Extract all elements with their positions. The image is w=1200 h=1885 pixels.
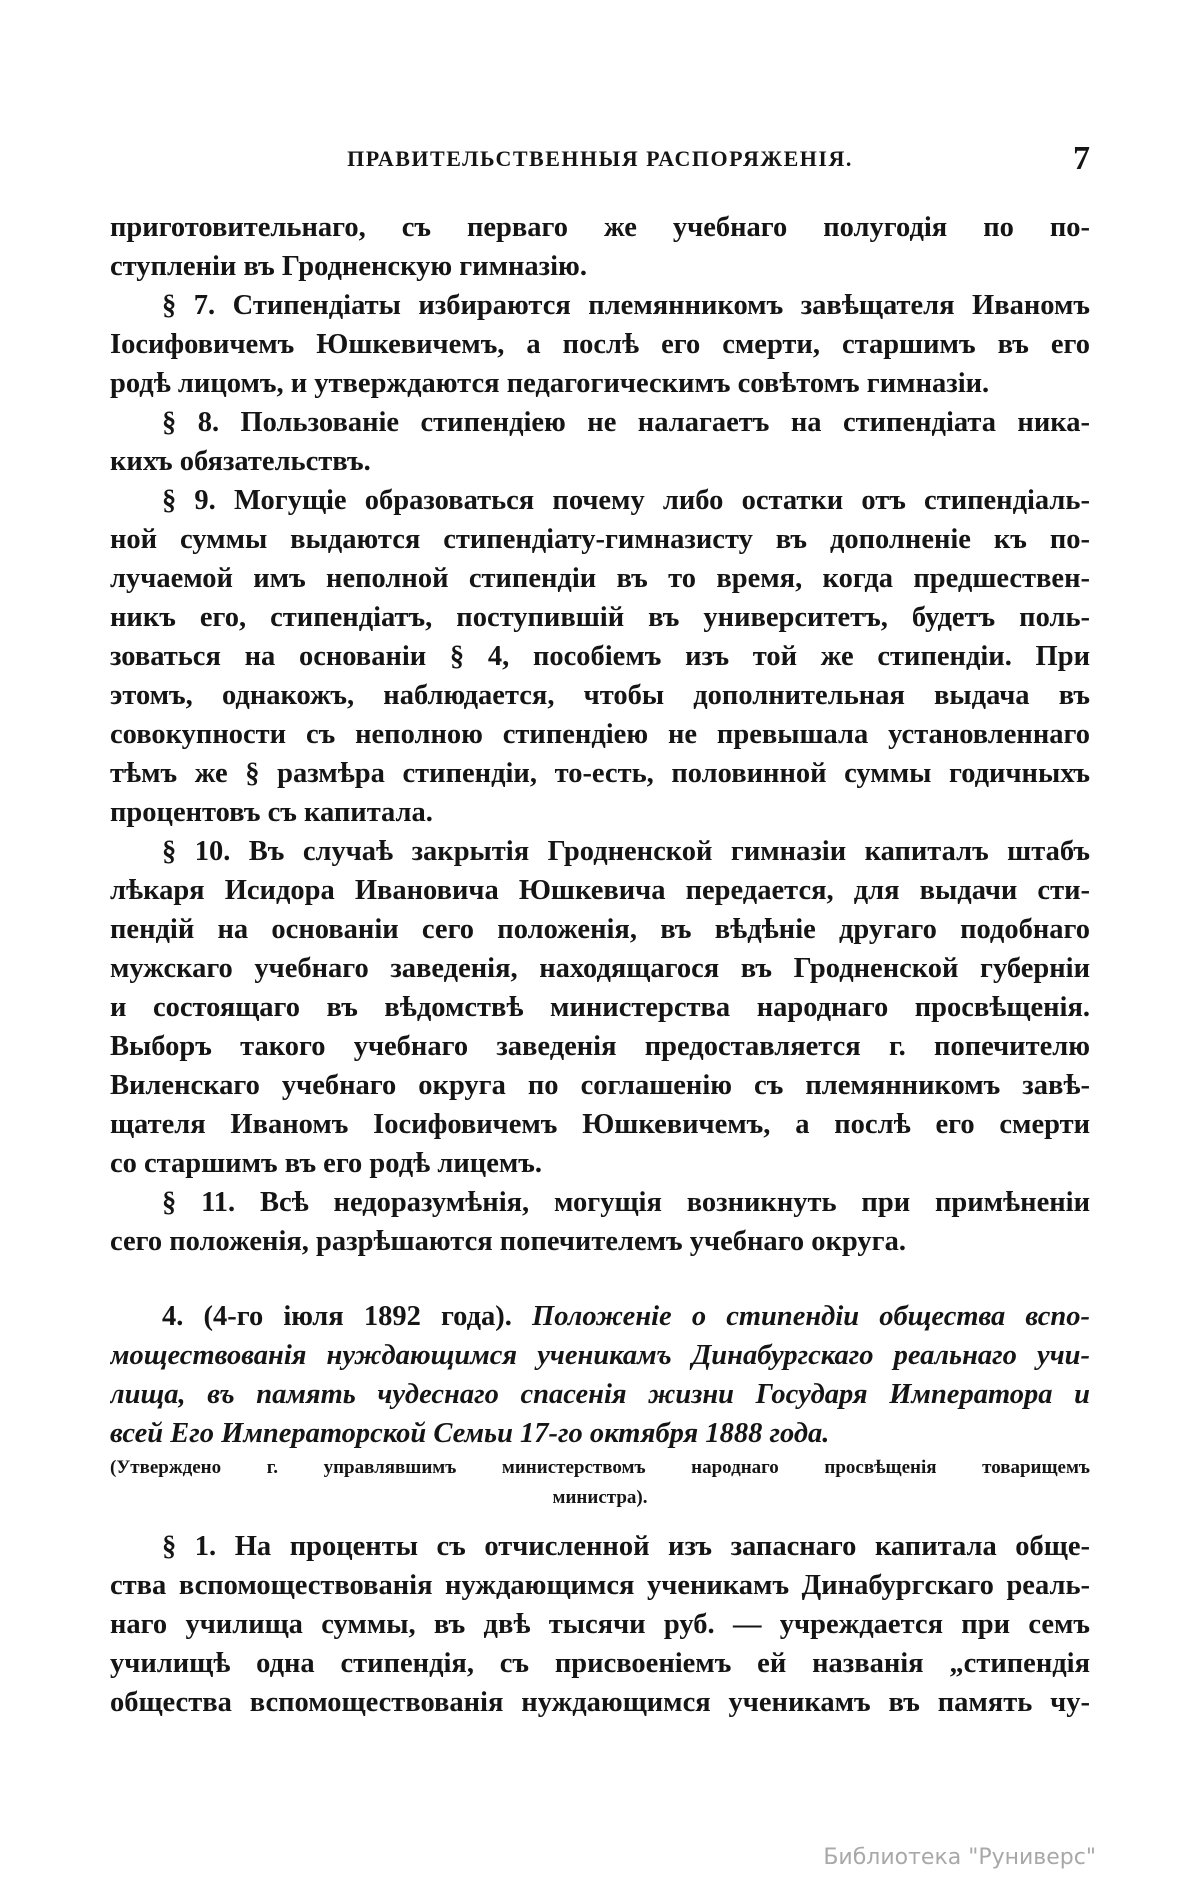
section-gap bbox=[110, 1513, 1090, 1527]
text-line: родѣ лицомъ, и утверждаются педагогическимъ совѣтомъ гимназіи. bbox=[110, 368, 990, 399]
text-line: ступленіи въ Гродненскую гимназію. bbox=[110, 251, 587, 282]
text-line: § 7. Стипендіаты избираются племянникомъ завѣщателя Иваномъ bbox=[162, 290, 1090, 321]
text-line: зоваться на основаніи § 4, пособіемъ изъ той же стипендіи. При bbox=[110, 641, 1090, 672]
text-line: ной суммы выдаются стипендіату-гимназисту въ дополненіе къ по- bbox=[110, 524, 1090, 555]
text-line: § 11. Всѣ недоразумѣнія, могущія возникнуть при примѣненіи bbox=[162, 1187, 1090, 1218]
decree-approval bbox=[110, 1453, 1090, 1513]
text-line: сего положенія, разрѣшаются попечителемъ учебнаго округа. bbox=[110, 1226, 906, 1257]
approval-line: (Утверждено г. управлявшимъ министерствомъ народнаго просвѣщенія товарищемъ bbox=[110, 1457, 1090, 1478]
text-line: § 8. Пользованіе стипендіею не налагаетъ на стипендіата ника- bbox=[162, 407, 1090, 438]
page-number: 7 bbox=[1073, 140, 1090, 177]
text-line: § 10. Въ случаѣ закрытія Гродненской гимназіи капиталъ штабъ bbox=[162, 836, 1090, 867]
running-head bbox=[110, 140, 1090, 180]
text-line: § 9. Могущіе образоваться почему либо остатки отъ стипендіаль- bbox=[162, 485, 1090, 516]
text-line: кихъ обязательствъ. bbox=[110, 446, 371, 477]
decree-title-first: Положеніе о стипендіи общества вспо- bbox=[532, 1301, 1090, 1332]
decree-lead: 4. (4-го іюля 1892 года). bbox=[162, 1301, 512, 1332]
text-line: лѣкаря Исидора Ивановича Юшкевича передается, для выдачи сти- bbox=[110, 875, 1090, 906]
text-line: наго училища суммы, въ двѣ тысячи руб. — учреждается при семъ bbox=[110, 1609, 1090, 1640]
paragraphs-sections-7-11 bbox=[110, 208, 1090, 1261]
text-line: щателя Иваномъ Іосифовичемъ Юшкевичемъ, а послѣ его смерти bbox=[110, 1109, 1090, 1140]
text-line: Выборъ такого учебнаго заведенія предоставляется г. попечителю bbox=[110, 1031, 1090, 1062]
text-line: Іосифовичемъ Юшкевичемъ, а послѣ его смерти, старшимъ въ его bbox=[110, 329, 1090, 360]
text-line: совокупности съ неполною стипендіею не превышала установленнаго bbox=[110, 719, 1090, 750]
decree-title-line: всей Его Императорской Семьи 17-го октября 1888 года. bbox=[110, 1418, 830, 1449]
decree-heading-line bbox=[110, 1297, 1090, 1336]
body-text bbox=[110, 208, 1090, 1722]
text-line: пендій на основаніи сего положенія, въ вѣдѣніе другаго подобнаго bbox=[110, 914, 1090, 945]
text-line: тѣмъ же § размѣра стипендіи, то-есть, половинной суммы годичныхъ bbox=[110, 758, 1090, 789]
text-line: со старшимъ въ его родѣ лицемъ. bbox=[110, 1148, 542, 1179]
paragraph-section-1 bbox=[110, 1527, 1090, 1722]
text-line: лучаемой имъ неполной стипендіи въ то время, когда предшествен- bbox=[110, 563, 1090, 594]
text-line: и состоящаго въ вѣдомствѣ министерства народнаго просвѣщенія. bbox=[110, 992, 1090, 1023]
approval-line: министра). bbox=[552, 1487, 648, 1508]
section-gap bbox=[110, 1261, 1090, 1297]
text-line: мужскаго учебнаго заведенія, находящагося въ Гродненской губерніи bbox=[110, 953, 1090, 984]
decree-heading bbox=[110, 1297, 1090, 1453]
decree-title-line: моществованія нуждающимся ученикамъ Динабургскаго реальнаго учи- bbox=[110, 1340, 1090, 1371]
text-line: ства вспомоществованія нуждающимся ученикамъ Динабургскаго реаль- bbox=[110, 1570, 1090, 1601]
text-line: приготовительнаго, съ перваго же учебнаго полугодія по по- bbox=[110, 212, 1090, 243]
text-line: общества вспомоществованія нуждающимся ученикамъ въ память чу- bbox=[110, 1687, 1090, 1718]
text-line: училищѣ одна стипендія, съ присвоеніемъ ей названія „стипендія bbox=[110, 1648, 1090, 1679]
library-watermark: Библиотека "Руниверс" bbox=[823, 1845, 1096, 1870]
text-line: этомъ, однакожъ, наблюдается, чтобы дополнительная выдача въ bbox=[110, 680, 1090, 711]
text-line: процентовъ съ капитала. bbox=[110, 797, 433, 828]
text-line: Виленскаго учебнаго округа по соглашенію съ племянникомъ завѣ- bbox=[110, 1070, 1090, 1101]
decree-title-line: лища, въ память чудеснаго спасенія жизни Государя Императора и bbox=[110, 1379, 1090, 1410]
text-line: § 1. На проценты съ отчисленной изъ запаснаго капитала обще- bbox=[162, 1531, 1090, 1562]
text-line: никъ его, стипендіатъ, поступившій въ университетъ, будетъ поль- bbox=[110, 602, 1090, 633]
running-title: ПРАВИТЕЛЬСТВЕННЫЯ РАСПОРЯЖЕНІЯ. bbox=[347, 146, 853, 171]
